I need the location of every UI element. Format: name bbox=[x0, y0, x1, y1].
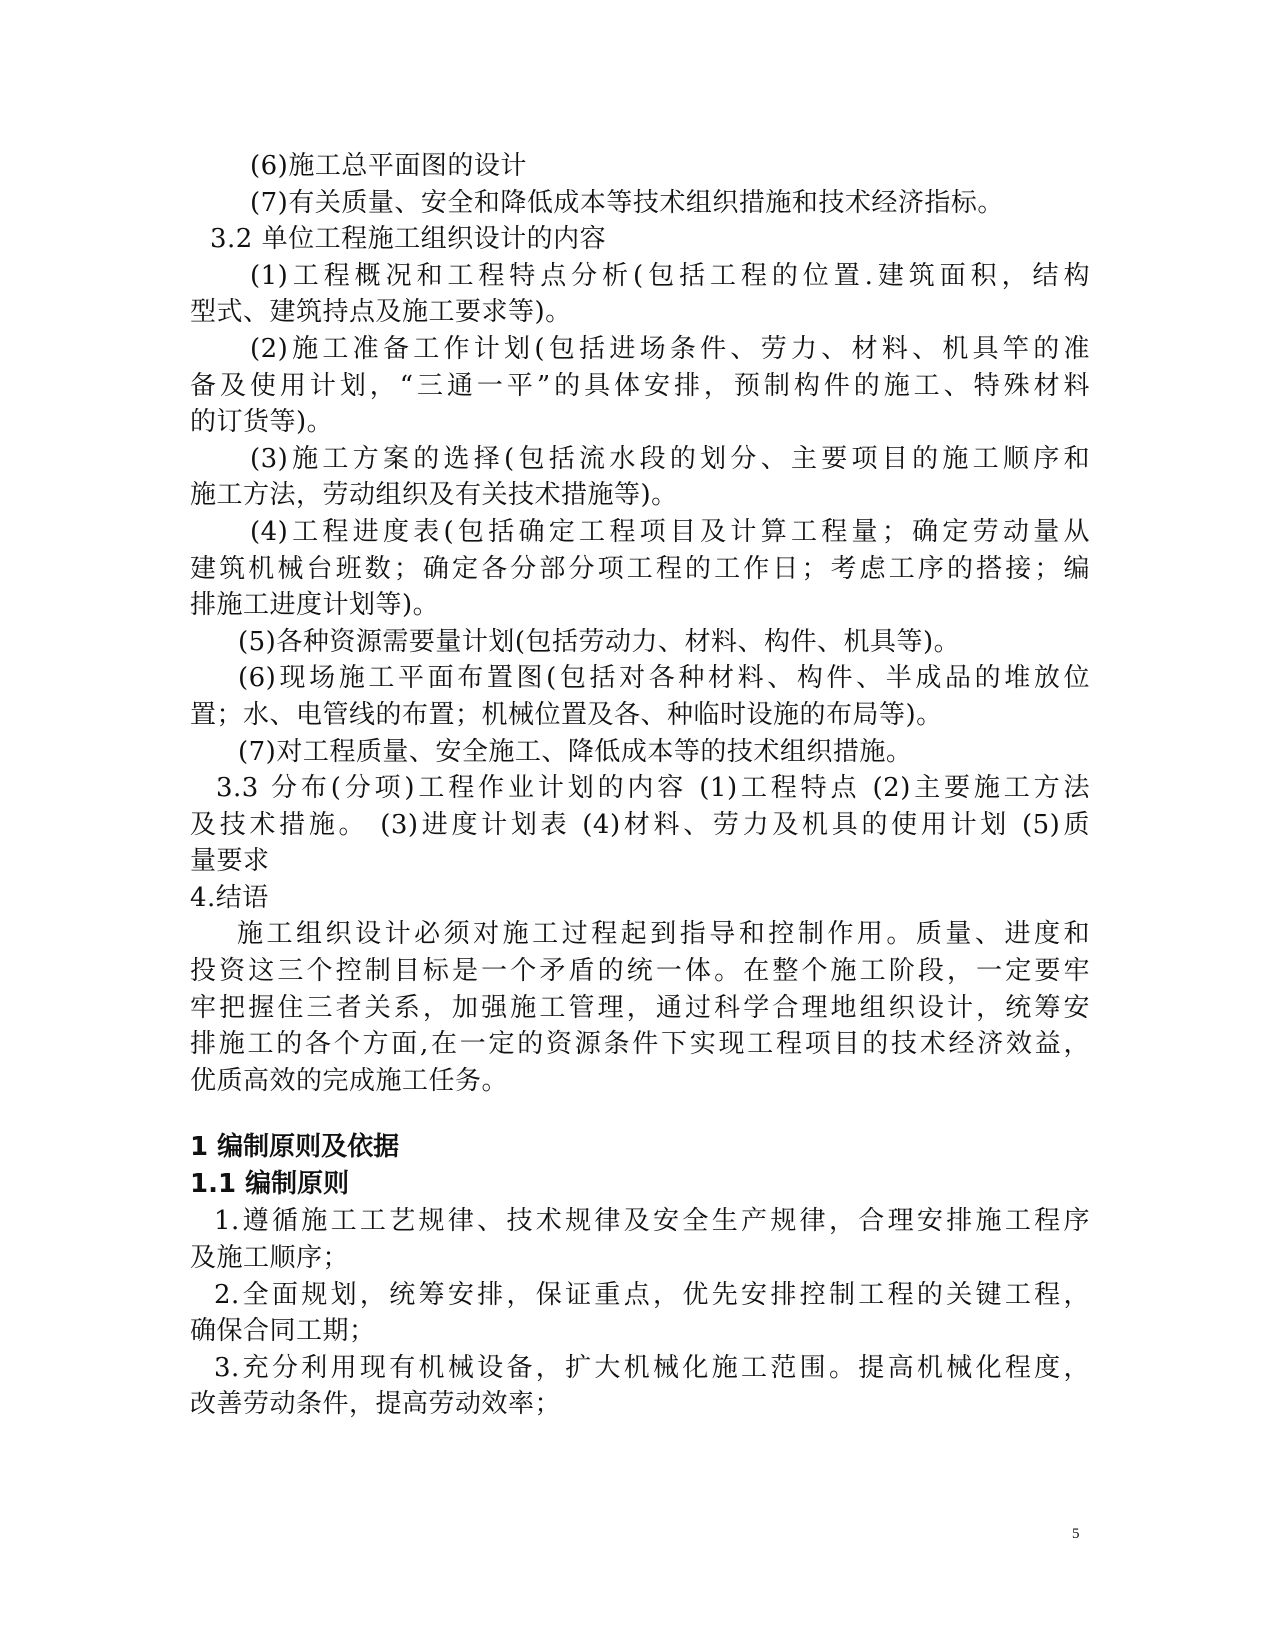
text-line: (4)工程进度表(包括确定工程项目及计算工程量；确定劳动量从 bbox=[250, 516, 1090, 547]
text-line: 型式、建筑持点及施工要求等)。 bbox=[190, 297, 572, 328]
text-line: 投资这三个控制目标是一个矛盾的统一体。在整个施工阶段，一定要牢 bbox=[190, 956, 1090, 987]
text-line: 排施工的各个方面,在一定的资源条件下实现工程项目的技术经济效益， bbox=[190, 1029, 1090, 1060]
section-heading-4: 4.结语 bbox=[190, 882, 269, 913]
text-line: 置；水、电管线的布置；机械位置及各、种临时设施的布局等)。 bbox=[190, 699, 943, 730]
text-line: 施工组织设计必须对施工过程起到指导和控制作用。质量、进度和 bbox=[237, 919, 1090, 950]
text-line: (2)施工准备工作计划(包括进场条件、劳力、材料、机具竿的准 bbox=[250, 333, 1090, 364]
section-gap bbox=[190, 1099, 1090, 1129]
heading-1: 1 编制原则及依据 bbox=[190, 1132, 400, 1163]
text-line: 建筑机械台班数；确定各分部分项工程的工作日；考虑工序的搭接；编 bbox=[190, 553, 1090, 584]
principle-item-1-cont: 及施工顺序； bbox=[190, 1243, 350, 1274]
section-heading-3-3: 3.3 分布(分项)工程作业计划的内容 (1)工程特点 (2)主要施工方法 bbox=[216, 773, 1090, 804]
text-line: (3)施工方案的选择(包括流水段的划分、主要项目的施工顺序和 bbox=[250, 443, 1090, 474]
text-line: 施工方法，劳动组织及有关技术措施等)。 bbox=[190, 480, 678, 511]
text-line: (7)有关质量、安全和降低成本等技术组织措施和技术经济指标。 bbox=[250, 187, 1004, 218]
heading-1-1: 1.1 编制原则 bbox=[190, 1169, 350, 1200]
text-line: 量要求 bbox=[190, 846, 270, 877]
text-line: 牢把握住三者关系，加强施工管理，通过科学合理地组织设计，统筹安 bbox=[190, 992, 1090, 1023]
principle-item-1: 1.遵循施工工艺规律、技术规律及安全生产规律，合理安排施工程序 bbox=[214, 1206, 1090, 1237]
principle-item-2-cont: 确保合同工期； bbox=[190, 1316, 376, 1347]
text-line: 备及使用计划，“三通一平”的具体安排，预制构件的施工、特殊材料 bbox=[190, 370, 1090, 401]
text-line: (7)对工程质量、安全施工、降低成本等的技术组织措施。 bbox=[238, 736, 913, 767]
principle-item-3-cont: 改善劳动条件，提高劳动效率； bbox=[190, 1389, 562, 1420]
text-line: 排施工进度计划等)。 bbox=[190, 590, 440, 621]
principle-item-2: 2.全面规划，统筹安排，保证重点，优先安排控制工程的关键工程， bbox=[214, 1279, 1090, 1310]
principle-item-3: 3.充分利用现有机械设备，扩大机械化施工范围。提高机械化程度， bbox=[214, 1352, 1090, 1383]
text-line: 的订货等)。 bbox=[190, 407, 334, 438]
page-number: 5 bbox=[1072, 1526, 1080, 1542]
text-line: (6)现场施工平面布置图(包括对各种材料、构件、半成品的堆放位 bbox=[238, 663, 1090, 694]
text-line: (5)各种资源需要量计划(包括劳动力、材料、构件、机具等)。 bbox=[238, 626, 961, 657]
page-content bbox=[190, 148, 1090, 1423]
text-line: 优质高效的完成施工任务。 bbox=[190, 1065, 509, 1096]
text-line: (1)工程概况和工程特点分析(包括工程的位置.建筑面积，结构 bbox=[250, 260, 1090, 291]
section-heading-3-2: 3.2 单位工程施工组织设计的内容 bbox=[210, 224, 607, 255]
text-line: (6)施工总平面图的设计 bbox=[250, 151, 527, 181]
text-line: 及技术措施。 (3)进度计划表 (4)材料、劳力及机具的使用计划 (5)质 bbox=[190, 809, 1090, 840]
